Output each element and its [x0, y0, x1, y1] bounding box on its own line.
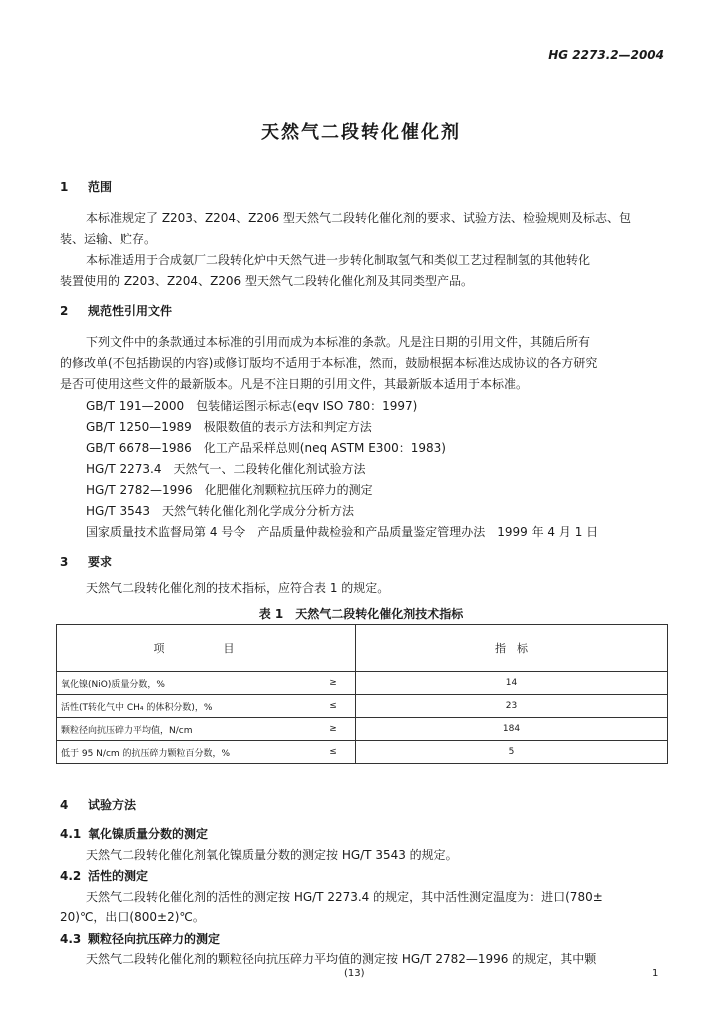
section-title: 试验方法 — [88, 798, 137, 812]
paragraph-line: 本标准适用于合成氨厂二段转化炉中天然气进一步转化制取氢气和类似工艺过程制氢的其他转化 — [86, 253, 591, 267]
item-cell: 低于 95 N/cm 的抗压碎力颗粒百分数，% — [57, 741, 312, 764]
subsection-4-2-heading — [60, 867, 148, 884]
section-2-heading — [60, 302, 172, 319]
paragraph-line: 下列文件中的条款通过本标准的引用而成为本标准的条款。凡是注日期的引用文件，其随后所有 — [86, 335, 591, 349]
reference-item: GB/T 191—2000 包装储运图示标志(eqv ISO 780：1997) — [86, 399, 418, 413]
subsection-4-1-heading — [60, 825, 208, 842]
subsection-number: 4.3 — [60, 932, 82, 946]
subsection-title: 氧化镍质量分数的测定 — [88, 827, 209, 841]
paragraph-line: 本标准规定了 Z203、Z204、Z206 型天然气二段转化催化剂的要求、试验方法、检验规则及标志、包 — [86, 211, 632, 225]
table-row — [57, 672, 668, 695]
item-cell: 氧化镍(NiO)质量分数，% — [57, 672, 312, 695]
reference-item: HG/T 2782—1996 化肥催化剂颗粒抗压碎力的测定 — [86, 483, 373, 497]
operator-cell: ≤ — [311, 695, 356, 718]
paragraph-line: 是否可使用这些文件的最新版本。凡是不注日期的引用文件，其最新版本适用于本标准。 — [60, 377, 529, 391]
paragraph-line: 天然气二段转化催化剂的颗粒径向抗压碎力平均值的测定按 HG/T 2782—1996 的规定，其中颗 — [86, 952, 597, 966]
section-1-heading — [60, 178, 112, 195]
section-number: 2 — [60, 304, 69, 318]
operator-cell: ≤ — [311, 741, 356, 764]
paragraph-line: 20)℃，出口(800±2)℃。 — [60, 910, 205, 924]
section-4-heading — [60, 796, 136, 813]
section-number: 1 — [60, 180, 69, 194]
value-cell: 23 — [356, 695, 668, 718]
section-title: 要求 — [88, 555, 113, 569]
section-number: 3 — [60, 555, 69, 569]
paragraph-line: 天然气二段转化催化剂的活性的测定按 HG/T 2273.4 的规定，其中活性测定温度为：进口(780± — [86, 890, 603, 904]
subsection-title: 颗粒径向抗压碎力的测定 — [88, 932, 221, 946]
reference-item: 国家质量技术监督局第 4 号令 产品质量仲裁检验和产品质量鉴定管理办法 1999 年 4 月 1 日 — [86, 525, 599, 539]
value-cell: 14 — [356, 672, 668, 695]
paragraph-line: 天然气二段转化催化剂的技术指标，应符合表 1 的规定。 — [86, 581, 390, 595]
operator-cell: ≥ — [311, 718, 356, 741]
table-row — [57, 718, 668, 741]
page-number: 1 — [652, 968, 659, 979]
section-title: 范围 — [88, 180, 113, 194]
reference-item: HG/T 2273.4 天然气一、二段转化催化剂试验方法 — [86, 462, 366, 476]
table-caption: 表 1 天然气二段转化催化剂技术指标 — [258, 607, 464, 621]
document-title: 天然气二段转化催化剂 — [261, 122, 461, 143]
reference-item: GB/T 1250—1989 极限数值的表示方法和判定方法 — [86, 420, 372, 434]
paragraph-line: 天然气二段转化催化剂氧化镍质量分数的测定按 HG/T 3543 的规定。 — [86, 848, 458, 862]
section-title: 规范性引用文件 — [88, 304, 173, 318]
page-code: (13) — [344, 968, 365, 979]
table-row — [57, 741, 668, 764]
operator-cell: ≥ — [311, 672, 356, 695]
section-3-heading — [60, 553, 112, 570]
item-cell: 颗粒径向抗压碎力平均值，N/cm — [57, 718, 312, 741]
paragraph-line: 装置使用的 Z203、Z204、Z206 型天然气二段转化催化剂及其同类型产品。 — [60, 274, 474, 288]
paragraph-line: 的修改单(不包括勘误的内容)或修订版均不适用于本标准，然而，鼓励根据本标准达成协议的各方研究 — [60, 356, 598, 370]
column-header-index: 指 标 — [356, 625, 668, 672]
table-header-row — [57, 625, 668, 672]
table-row — [57, 695, 668, 718]
technical-index-table — [56, 624, 668, 764]
paragraph-line: 装、运输、贮存。 — [60, 232, 157, 246]
reference-item: GB/T 6678—1986 化工产品采样总则(neq ASTM E300：1983) — [86, 441, 446, 455]
column-header-item: 项 目 — [57, 625, 356, 672]
value-cell: 5 — [356, 741, 668, 764]
value-cell: 184 — [356, 718, 668, 741]
subsection-number: 4.2 — [60, 869, 82, 883]
subsection-4-3-heading — [60, 930, 220, 947]
subsection-number: 4.1 — [60, 827, 82, 841]
standard-number: HG 2273.2—2004 — [548, 48, 664, 62]
reference-item: HG/T 3543 天然气转化催化剂化学成分分析方法 — [86, 504, 355, 518]
section-number: 4 — [60, 798, 69, 812]
subsection-title: 活性的测定 — [88, 869, 149, 883]
item-cell: 活性(T转化气中 CH₄ 的体积分数)，% — [57, 695, 312, 718]
